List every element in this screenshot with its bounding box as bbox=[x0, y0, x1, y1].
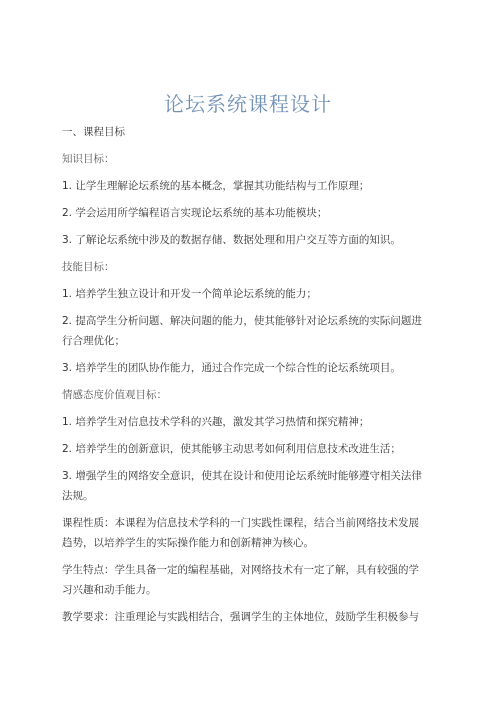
teaching-req-line-1: 教学要求：注重理论与实践相结合，强调学生的主体地位，鼓励学生积极参与 bbox=[62, 611, 419, 623]
skill-item-1: 1. 培养学生独立设计和开发一个简单论坛系统的能力； bbox=[62, 288, 317, 300]
knowledge-goals-label: 知识目标： bbox=[62, 153, 115, 165]
attitude-item-3-cont: 法规。 bbox=[62, 490, 94, 502]
attitude-goals-label: 情感态度价值观目标： bbox=[62, 389, 167, 401]
skill-item-3: 3. 培养学生的团队协作能力，通过合作完成一个综合性的论坛系统项目。 bbox=[62, 362, 401, 374]
document-title: 论坛系统课程设计 bbox=[164, 92, 332, 116]
skill-goals-label: 技能目标： bbox=[62, 261, 115, 273]
skill-item-2-cont: 行合理优化； bbox=[62, 335, 125, 347]
section-heading: 一、课程目标 bbox=[62, 126, 125, 138]
course-nature-line-2: 趋势，以培养学生的实际操作能力和创新精神为核心。 bbox=[62, 537, 314, 549]
student-traits-line-2: 习兴趣和动手能力。 bbox=[62, 584, 157, 596]
document-body bbox=[62, 124, 442, 625]
knowledge-item-1: 1. 让学生理解论坛系统的基本概念，掌握其功能结构与工作原理； bbox=[62, 180, 370, 192]
student-traits-line-1: 学生特点：学生具备一定的编程基础，对网络技术有一定了解，具有较强的学 bbox=[62, 564, 419, 576]
attitude-item-3: 3. 增强学生的网络安全意识，使其在设计和使用论坛系统时能够遵守相关法律 bbox=[62, 470, 422, 482]
knowledge-item-3: 3. 了解论坛系统中涉及的数据存储、数据处理和用户交互等方面的知识。 bbox=[62, 234, 401, 246]
skill-item-2: 2. 提高学生分析问题、解决问题的能力，使其能够针对论坛系统的实际问题进 bbox=[62, 315, 422, 327]
course-nature-line-1: 课程性质：本课程为信息技术学科的一门实践性课程，结合当前网络技术发展 bbox=[62, 517, 419, 529]
knowledge-item-2: 2. 学会运用所学编程语言实现论坛系统的基本功能模块； bbox=[62, 207, 328, 219]
attitude-item-2: 2. 培养学生的创新意识，使其能够主动思考如何利用信息技术改进生活； bbox=[62, 443, 401, 455]
attitude-item-1: 1. 培养学生对信息技术学科的兴趣，激发其学习热情和探究精神； bbox=[62, 416, 370, 428]
